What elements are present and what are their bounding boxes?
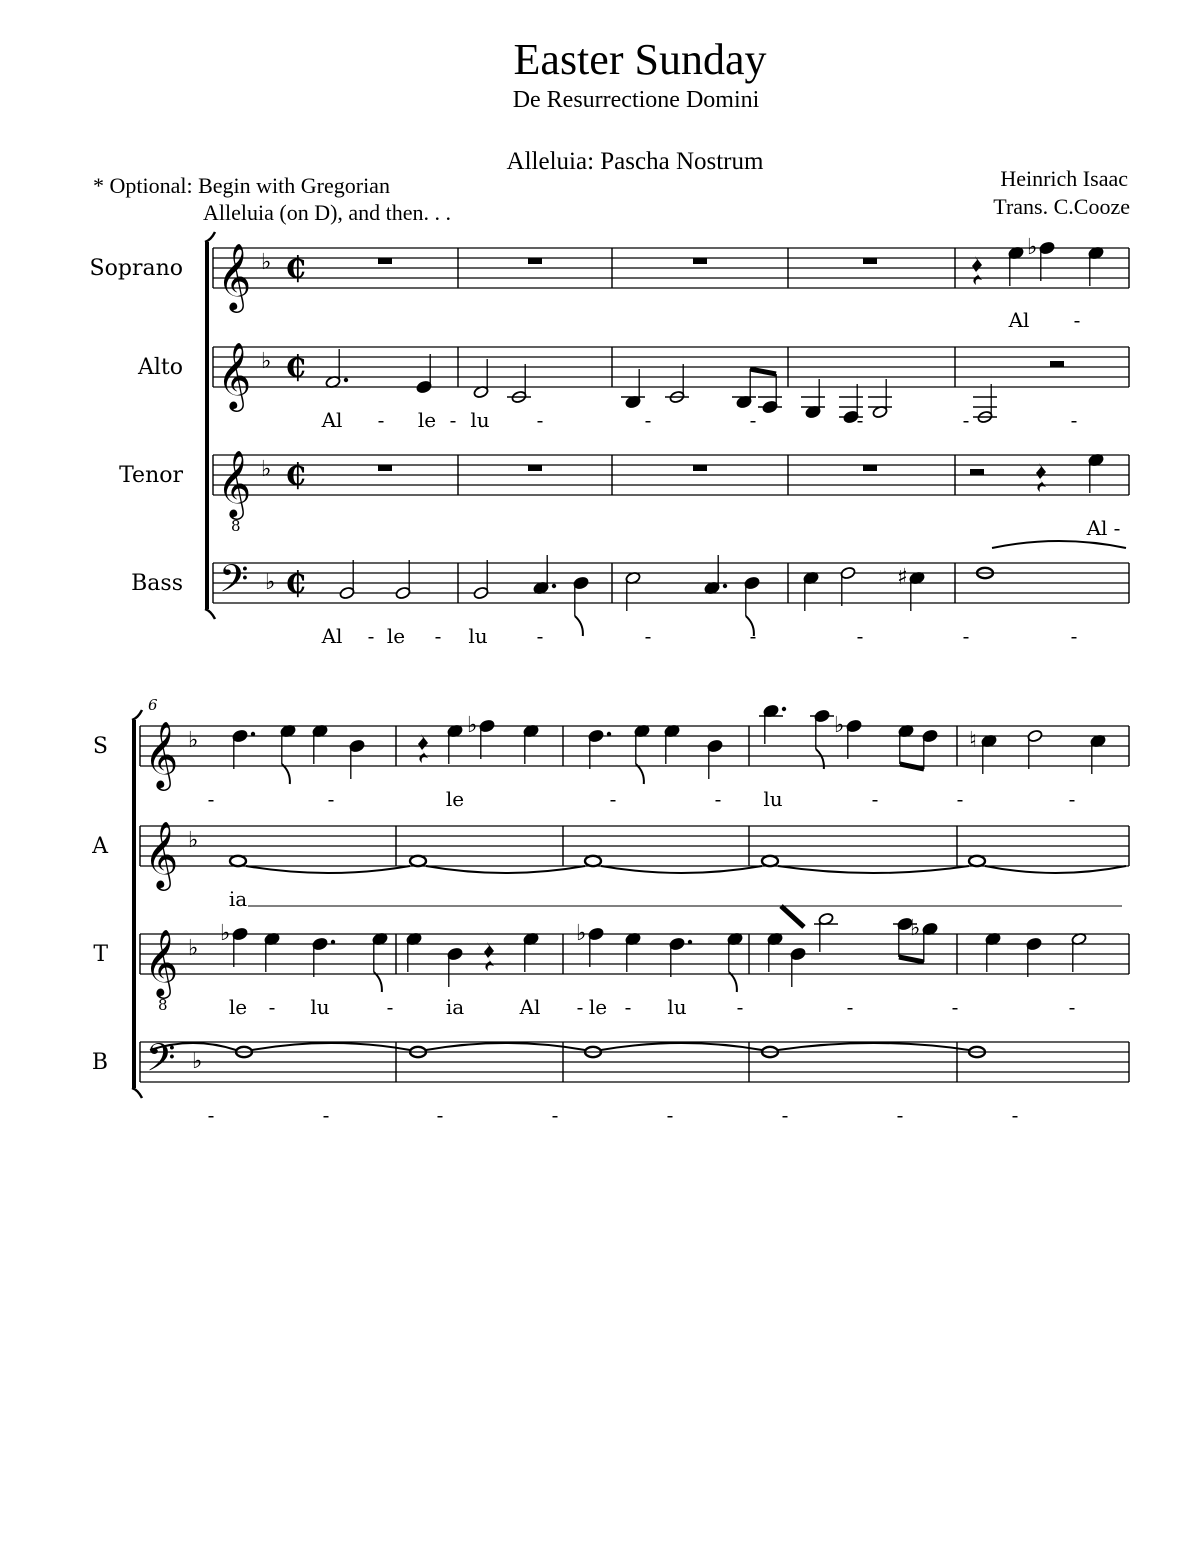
quarter-rest bbox=[1036, 463, 1046, 492]
lyric-syllable: - bbox=[1070, 624, 1078, 648]
flat-sign: ♭ bbox=[910, 916, 921, 941]
lyric-syllable: - bbox=[749, 624, 757, 648]
tie bbox=[601, 1043, 762, 1050]
quarter-rest bbox=[484, 942, 494, 971]
lyric-syllable: ia bbox=[228, 887, 248, 911]
key-signature-flat-icon: ♭ bbox=[188, 936, 199, 961]
lyric-syllable: lu bbox=[310, 995, 330, 1019]
cut-time-icon: ₵ bbox=[285, 566, 306, 601]
composer: Heinrich Isaac bbox=[1000, 166, 1128, 191]
flat-sign: ♭ bbox=[576, 921, 587, 946]
tie bbox=[426, 1043, 585, 1050]
augmentation-dot bbox=[251, 732, 255, 736]
lyric-syllable: - bbox=[1113, 516, 1121, 540]
augmentation-dot bbox=[688, 940, 692, 944]
lyric-syllable: - bbox=[846, 995, 854, 1019]
part-label: Bass bbox=[131, 571, 183, 596]
lyric-syllable: - bbox=[962, 624, 970, 648]
part-label: T bbox=[93, 942, 108, 967]
page-title: Easter Sunday bbox=[513, 35, 767, 84]
lyric-syllable: - bbox=[449, 408, 457, 432]
bass-clef-icon: 𝄢 bbox=[219, 556, 249, 610]
performance-note-line1: * Optional: Begin with Gregorian bbox=[93, 173, 390, 198]
whole-note bbox=[585, 856, 601, 866]
tie bbox=[992, 541, 1126, 548]
lyric-syllable: - bbox=[377, 408, 385, 432]
treble-clef-icon: 𝄞 bbox=[217, 449, 252, 517]
whole-note bbox=[230, 856, 246, 866]
lyric-syllable: lu bbox=[667, 995, 687, 1019]
whole-note bbox=[969, 856, 985, 866]
augmentation-dot bbox=[782, 707, 786, 711]
treble-clef-icon: 𝄞 bbox=[217, 242, 252, 310]
augmentation-dot bbox=[552, 584, 556, 588]
bracket-hook-top bbox=[205, 232, 215, 242]
lyric-syllable: - bbox=[207, 1103, 215, 1127]
page-subtitle: De Resurrectione Domini bbox=[512, 87, 760, 113]
tie bbox=[985, 866, 1126, 873]
bracket-hook-bottom bbox=[132, 1088, 142, 1098]
whole-rest bbox=[693, 258, 707, 264]
treble-clef-icon: 𝄞 bbox=[144, 928, 179, 996]
lyric-syllable: - bbox=[436, 1103, 444, 1127]
lyric-syllable: - bbox=[1068, 787, 1076, 811]
lyric-syllable: - bbox=[736, 995, 744, 1019]
tie bbox=[246, 866, 410, 873]
key-signature-flat-icon: ♭ bbox=[261, 457, 272, 482]
key-signature-flat-icon: ♭ bbox=[265, 570, 276, 595]
lyric-syllable: - bbox=[609, 787, 617, 811]
performance-note-line2: Alleluia (on D), and then. . . bbox=[203, 200, 452, 225]
key-signature-flat-icon: ♭ bbox=[261, 349, 272, 374]
part-label: A bbox=[92, 834, 108, 859]
whole-rest bbox=[863, 465, 877, 471]
note-flag bbox=[282, 764, 290, 784]
lyric-syllable: - bbox=[1011, 1103, 1019, 1127]
lyric-syllable: - bbox=[871, 787, 879, 811]
staff-tenor bbox=[119, 449, 1129, 535]
quarter-rest bbox=[418, 734, 428, 763]
lyric-syllable: - bbox=[434, 624, 442, 648]
sharp-sign: ♯ bbox=[897, 565, 908, 590]
lyric-syllable: le bbox=[588, 995, 608, 1019]
bass-clef-icon: 𝄢 bbox=[146, 1035, 176, 1089]
key-signature-flat-icon: ♭ bbox=[261, 250, 272, 275]
note-flag bbox=[374, 972, 382, 992]
treble-clef-icon: 𝄞 bbox=[144, 820, 179, 888]
lyric-syllable: ia bbox=[445, 995, 465, 1019]
lyric-syllable: - bbox=[536, 408, 544, 432]
augmentation-dot bbox=[331, 940, 335, 944]
piece-title: Alleluia: Pascha Nostrum bbox=[506, 148, 764, 175]
cut-time-icon: ₵ bbox=[285, 350, 306, 385]
lyric-syllable: lu bbox=[763, 787, 783, 811]
lyric-syllable: - bbox=[951, 995, 959, 1019]
treble-clef-icon: 𝄞 bbox=[144, 720, 179, 788]
flat-sign: ♭ bbox=[1027, 235, 1038, 260]
flat-sign: ♭ bbox=[220, 921, 231, 946]
lyric-syllable: - bbox=[551, 1103, 559, 1127]
lyric-syllable: Al bbox=[321, 624, 343, 648]
note-beam bbox=[900, 764, 924, 769]
lyric-syllable: le bbox=[445, 787, 465, 811]
whole-rest bbox=[528, 465, 542, 471]
whole-rest bbox=[378, 258, 392, 264]
staves bbox=[90, 232, 1129, 1098]
whole-note bbox=[410, 856, 426, 866]
lyric-syllable: - bbox=[856, 408, 864, 432]
tie bbox=[601, 866, 762, 873]
lyric-syllable: - bbox=[1073, 308, 1081, 332]
note-flag bbox=[575, 616, 583, 636]
lyric-syllable: - bbox=[644, 408, 652, 432]
note-flag bbox=[729, 972, 737, 992]
lyric-syllable: - bbox=[749, 408, 757, 432]
treble-clef-icon: 𝄞 bbox=[217, 341, 252, 409]
whole-rest bbox=[528, 258, 542, 264]
augmentation-dot bbox=[344, 378, 348, 382]
staff-b bbox=[92, 1035, 1129, 1089]
tie bbox=[252, 1043, 410, 1050]
note-flag bbox=[636, 764, 644, 784]
key-signature-flat-icon: ♭ bbox=[188, 828, 199, 853]
bracket-hook-bottom bbox=[205, 609, 215, 619]
lyric-syllable: - bbox=[268, 995, 276, 1019]
lyric-syllable: - bbox=[576, 995, 584, 1019]
octave-eight-icon: 8 bbox=[158, 996, 168, 1014]
augmentation-dot bbox=[723, 584, 727, 588]
part-label: B bbox=[91, 1050, 108, 1075]
lyric-syllable: - bbox=[781, 1103, 789, 1127]
lyric-syllable: - bbox=[644, 624, 652, 648]
half-rest bbox=[970, 469, 984, 475]
lyric-syllable: - bbox=[322, 1103, 330, 1127]
augmentation-dot bbox=[607, 732, 611, 736]
tie bbox=[778, 1043, 969, 1050]
lyric-syllable: Al bbox=[519, 995, 541, 1019]
half-rest bbox=[1050, 361, 1064, 367]
part-label: Tenor bbox=[119, 463, 183, 488]
tie bbox=[426, 866, 585, 873]
lyric-syllable: - bbox=[956, 787, 964, 811]
note-beam bbox=[750, 369, 776, 374]
whole-note bbox=[762, 856, 778, 866]
lyric-syllable: - bbox=[1068, 995, 1076, 1019]
lyric-syllable: - bbox=[327, 787, 335, 811]
whole-rest bbox=[863, 258, 877, 264]
lyric-syllable: Al bbox=[1086, 516, 1108, 540]
transcriber: Trans. C.Cooze bbox=[993, 194, 1130, 219]
quarter-rest bbox=[972, 256, 982, 285]
cut-time-icon: ₵ bbox=[285, 251, 306, 286]
lyric-syllable: - bbox=[207, 787, 215, 811]
lyrics bbox=[208, 308, 1122, 1127]
whole-rest bbox=[378, 465, 392, 471]
lyric-syllable: - bbox=[962, 408, 970, 432]
lyric-syllable: le bbox=[386, 624, 406, 648]
lyric-syllable: Al bbox=[1008, 308, 1030, 332]
measure-number: 6 bbox=[148, 696, 158, 714]
lyric-syllable: - bbox=[536, 624, 544, 648]
lyric-syllable: lu bbox=[470, 408, 490, 432]
flat-sign: ♭ bbox=[834, 713, 845, 738]
key-signature-flat-icon: ♭ bbox=[188, 728, 199, 753]
lyric-syllable: - bbox=[714, 787, 722, 811]
lyric-syllable: - bbox=[666, 1103, 674, 1127]
staff-soprano bbox=[90, 242, 1129, 313]
lyric-syllable: lu bbox=[468, 624, 488, 648]
lyric-syllable: - bbox=[896, 1103, 904, 1127]
part-label: Alto bbox=[137, 355, 183, 380]
part-label: Soprano bbox=[89, 256, 183, 281]
note-beam bbox=[899, 957, 924, 962]
lyric-syllable: - bbox=[386, 995, 394, 1019]
part-label: S bbox=[92, 734, 108, 759]
note-beam bbox=[781, 906, 804, 927]
flat-sign: ♭ bbox=[467, 713, 478, 738]
lyric-syllable: Al bbox=[321, 408, 343, 432]
whole-rest bbox=[693, 465, 707, 471]
lyric-syllable: - bbox=[1070, 408, 1078, 432]
bracket-hook-top bbox=[132, 710, 142, 720]
lyric-syllable: - bbox=[624, 995, 632, 1019]
lyric-syllable: - bbox=[856, 624, 864, 648]
lyric-syllable: - bbox=[367, 624, 375, 648]
octave-eight-icon: 8 bbox=[231, 517, 241, 535]
lyric-syllable: le bbox=[228, 995, 248, 1019]
cut-time-icon: ₵ bbox=[285, 458, 306, 493]
natural-sign: ♮ bbox=[969, 728, 977, 753]
staff-t bbox=[93, 928, 1129, 1014]
tie bbox=[778, 866, 969, 873]
key-signature-flat-icon: ♭ bbox=[192, 1049, 203, 1074]
lyric-syllable: le bbox=[417, 408, 437, 432]
